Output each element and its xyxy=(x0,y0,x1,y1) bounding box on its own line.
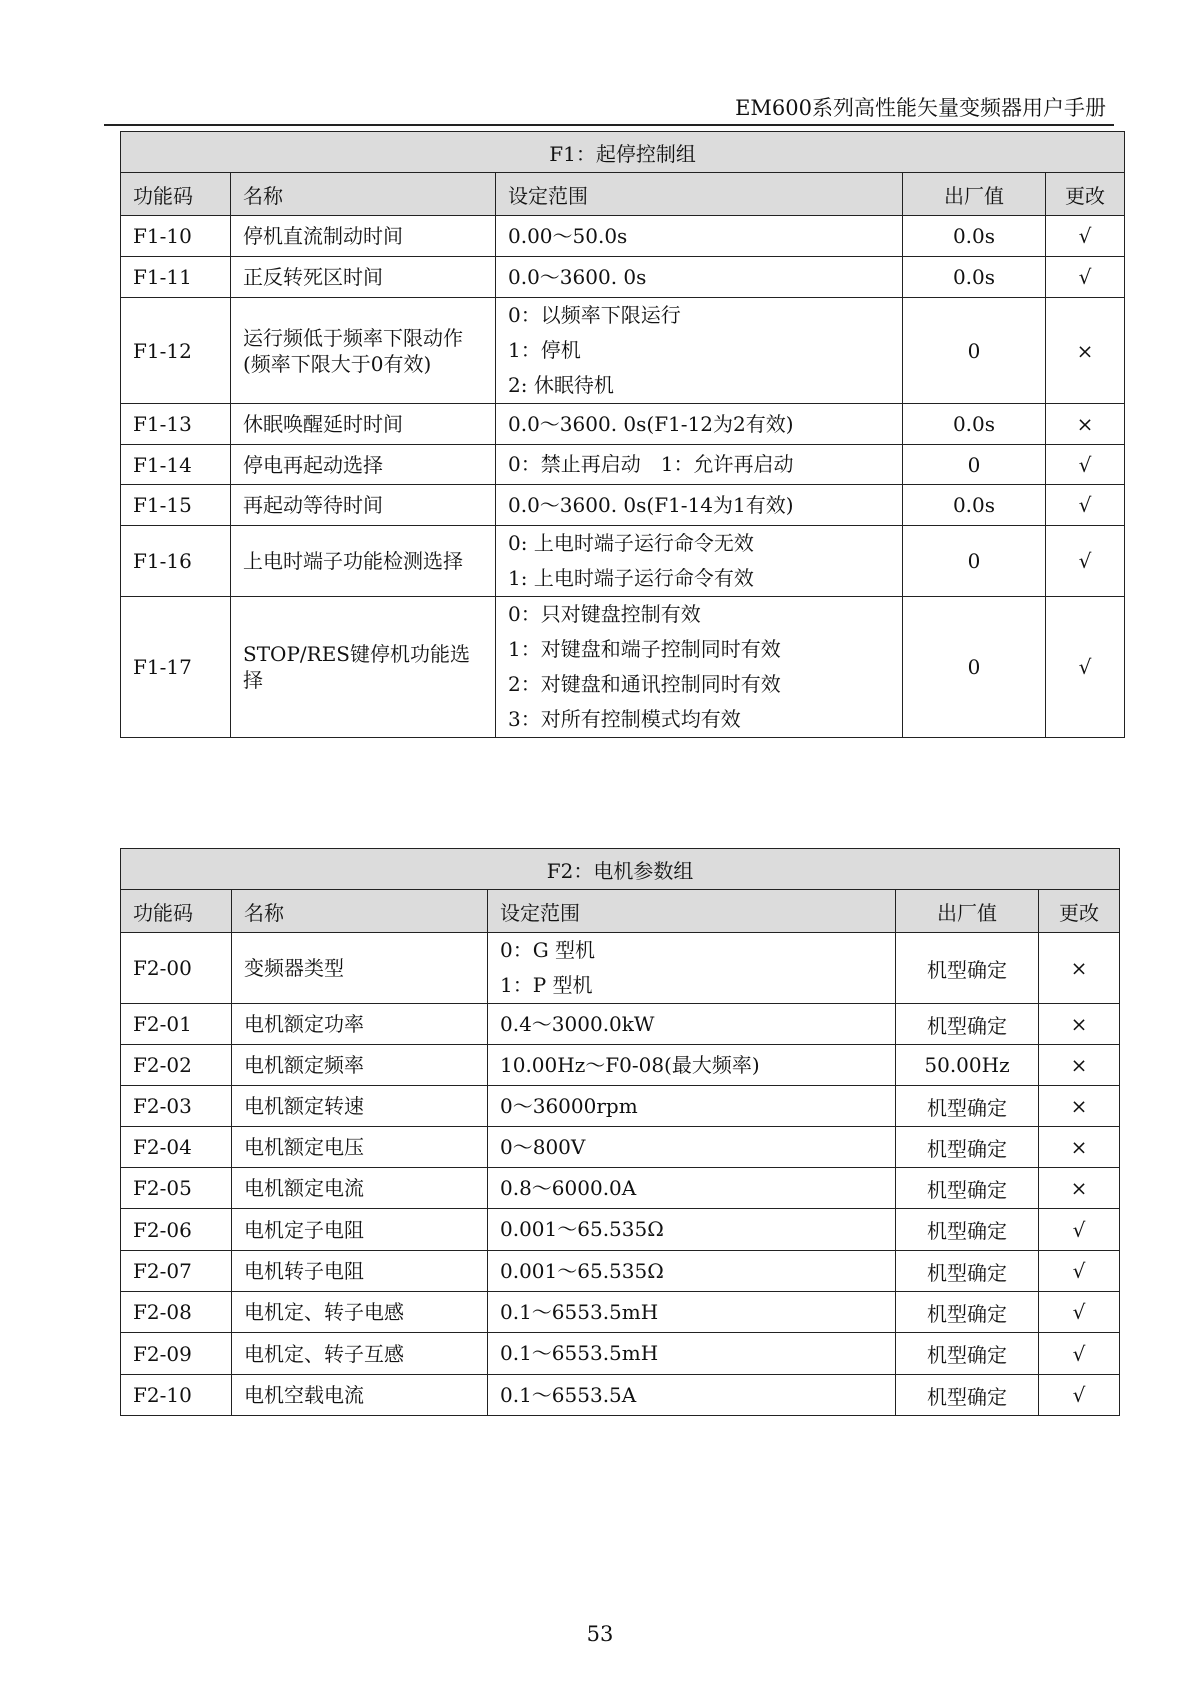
col-name-header: 名称 xyxy=(231,173,496,216)
range-line: 1: 上电时端子运行命令有效 xyxy=(508,566,754,590)
table-row xyxy=(121,933,1120,1004)
range-line: 1：停机 xyxy=(508,338,581,362)
f1-parameter-table xyxy=(120,131,1125,738)
param-code: F1-12 xyxy=(121,298,231,404)
param-change: √ xyxy=(1039,1292,1120,1333)
table-row xyxy=(121,1292,1120,1333)
table-row xyxy=(121,1168,1120,1209)
param-default: 0.0s xyxy=(903,257,1046,298)
col-code-header: 功能码 xyxy=(121,173,231,216)
f2-parameter-table xyxy=(120,848,1120,1416)
range-line: 0～800V xyxy=(500,1134,586,1159)
param-name: 电机额定电压 xyxy=(232,1127,488,1168)
param-code: F2-05 xyxy=(121,1168,232,1209)
col-change-header: 更改 xyxy=(1046,173,1125,216)
param-range xyxy=(496,597,903,738)
col-name-header: 名称 xyxy=(232,890,488,933)
param-default: 机型确定 xyxy=(896,1209,1039,1251)
param-range xyxy=(496,298,903,404)
param-range xyxy=(488,1127,896,1168)
table-row xyxy=(121,1045,1120,1086)
f2-table-body xyxy=(121,933,1120,1416)
param-range xyxy=(488,933,896,1004)
param-name: 上电时端子功能检测选择 xyxy=(231,526,496,597)
param-code: F2-09 xyxy=(121,1333,232,1375)
col-default-header: 出厂值 xyxy=(896,890,1039,933)
param-change: × xyxy=(1039,1004,1120,1045)
param-code: F2-02 xyxy=(121,1045,232,1086)
param-range xyxy=(488,1375,896,1416)
col-default-header: 出厂值 xyxy=(903,173,1046,216)
range-line: 0.0～3600. 0s(F1-12为2有效) xyxy=(508,411,794,436)
param-default: 机型确定 xyxy=(896,1333,1039,1375)
param-name: 休眠唤醒延时时间 xyxy=(231,404,496,445)
param-default: 0.0s xyxy=(903,485,1046,526)
f1-table-title: F1：起停控制组 xyxy=(121,132,1125,173)
param-default: 机型确定 xyxy=(896,1004,1039,1045)
table-row xyxy=(121,485,1125,526)
param-code: F1-14 xyxy=(121,445,231,485)
param-change: √ xyxy=(1046,445,1125,485)
range-line: 0.001～65.535Ω xyxy=(500,1217,664,1241)
param-range xyxy=(488,1168,896,1209)
range-line: 2: 休眠待机 xyxy=(508,373,614,397)
table-row xyxy=(121,404,1125,445)
param-name: 电机转子电阻 xyxy=(232,1251,488,1292)
range-line: 0：以频率下限运行 xyxy=(508,303,681,327)
param-change: √ xyxy=(1046,597,1125,738)
range-line: 0.1～6553.5mH xyxy=(500,1299,659,1324)
range-line: 0.8～6000.0A xyxy=(500,1175,637,1200)
param-change: × xyxy=(1039,933,1120,1004)
col-change-header: 更改 xyxy=(1039,890,1120,933)
range-line: 2：对键盘和通讯控制同时有效 xyxy=(508,672,781,696)
param-range xyxy=(496,216,903,257)
range-line: 0.1～6553.5A xyxy=(500,1382,637,1407)
param-code: F2-00 xyxy=(121,933,232,1004)
table-row xyxy=(121,1004,1120,1045)
param-default: 机型确定 xyxy=(896,1375,1039,1416)
range-line: 0.1～6553.5mH xyxy=(500,1341,659,1365)
range-line: 0.0～3600. 0s(F1-14为1有效) xyxy=(508,492,794,517)
page-number: 53 xyxy=(586,1622,614,1646)
param-range xyxy=(496,404,903,445)
range-line: 0.001～65.535Ω xyxy=(500,1258,664,1283)
table-row xyxy=(121,216,1125,257)
range-line: 0：只对键盘控制有效 xyxy=(508,602,701,626)
param-change: × xyxy=(1046,404,1125,445)
table-row xyxy=(121,298,1125,404)
range-line: 0.00～50.0s xyxy=(508,223,628,248)
param-change: √ xyxy=(1039,1375,1120,1416)
page-header xyxy=(104,88,1114,126)
table-row xyxy=(121,1086,1120,1127)
param-code: F1-10 xyxy=(121,216,231,257)
param-range xyxy=(488,1333,896,1375)
param-change: √ xyxy=(1046,216,1125,257)
range-line: 0.0～3600. 0s xyxy=(508,264,647,289)
param-code: F1-13 xyxy=(121,404,231,445)
param-range xyxy=(496,445,903,485)
param-default: 0.0s xyxy=(903,216,1046,257)
param-code: F2-07 xyxy=(121,1251,232,1292)
param-change: √ xyxy=(1039,1251,1120,1292)
param-name: 停机直流制动时间 xyxy=(231,216,496,257)
param-code: F1-11 xyxy=(121,257,231,298)
param-range xyxy=(488,1045,896,1086)
param-default: 机型确定 xyxy=(896,1168,1039,1209)
param-name: 正反转死区时间 xyxy=(231,257,496,298)
f2-table-title: F2：电机参数组 xyxy=(121,849,1120,890)
range-line: 1：对键盘和端子控制同时有效 xyxy=(508,637,781,661)
range-line: 0：禁止再启动 1：允许再启动 xyxy=(508,452,794,476)
range-line: 1：P 型机 xyxy=(500,973,593,997)
param-name: 电机额定电流 xyxy=(232,1168,488,1209)
param-name: 再起动等待时间 xyxy=(231,485,496,526)
param-default: 50.00Hz xyxy=(896,1045,1039,1086)
param-name: 电机额定频率 xyxy=(232,1045,488,1086)
range-line: 0: 上电时端子运行命令无效 xyxy=(508,531,754,555)
f1-table-body xyxy=(121,216,1125,738)
range-line: 3：对所有控制模式均有效 xyxy=(508,707,741,731)
param-name: 电机定、转子互感 xyxy=(232,1333,488,1375)
param-name: 电机定、转子电感 xyxy=(232,1292,488,1333)
param-code: F2-06 xyxy=(121,1209,232,1251)
range-line: 0～36000rpm xyxy=(500,1093,638,1118)
param-change: √ xyxy=(1046,526,1125,597)
table-row xyxy=(121,597,1125,738)
param-default: 0 xyxy=(903,298,1046,404)
range-line: 0.4～3000.0kW xyxy=(500,1011,655,1036)
range-line: 10.00Hz～F0-08(最大频率) xyxy=(500,1052,760,1077)
table-row xyxy=(121,1209,1120,1251)
param-code: F1-15 xyxy=(121,485,231,526)
manual-title: EM600系列高性能矢量变频器用户手册 xyxy=(735,96,1106,120)
param-name: 停电再起动选择 xyxy=(231,445,496,485)
param-name: STOP/RES键停机功能选择 xyxy=(231,597,496,738)
param-default: 机型确定 xyxy=(896,1127,1039,1168)
param-code: F2-03 xyxy=(121,1086,232,1127)
table-row xyxy=(121,1251,1120,1292)
param-range xyxy=(496,526,903,597)
range-line: 0：G 型机 xyxy=(500,938,596,962)
param-name: 电机额定转速 xyxy=(232,1086,488,1127)
param-range xyxy=(488,1251,896,1292)
param-name: 电机额定功率 xyxy=(232,1004,488,1045)
param-change: × xyxy=(1039,1045,1120,1086)
param-change: √ xyxy=(1046,485,1125,526)
param-change: × xyxy=(1039,1168,1120,1209)
param-name: 变频器类型 xyxy=(232,933,488,1004)
table-row xyxy=(121,1333,1120,1375)
param-range xyxy=(496,485,903,526)
param-code: F1-16 xyxy=(121,526,231,597)
param-default: 机型确定 xyxy=(896,933,1039,1004)
param-name: 运行频低于频率下限动作(频率下限大于0有效) xyxy=(231,298,496,404)
param-default: 机型确定 xyxy=(896,1251,1039,1292)
param-code: F2-01 xyxy=(121,1004,232,1045)
param-default: 机型确定 xyxy=(896,1086,1039,1127)
table-row xyxy=(121,257,1125,298)
param-default: 0 xyxy=(903,597,1046,738)
param-range xyxy=(488,1004,896,1045)
param-change: × xyxy=(1039,1086,1120,1127)
param-name: 电机空载电流 xyxy=(232,1375,488,1416)
param-change: × xyxy=(1046,298,1125,404)
param-default: 0 xyxy=(903,526,1046,597)
param-range xyxy=(488,1292,896,1333)
param-change: √ xyxy=(1046,257,1125,298)
param-code: F1-17 xyxy=(121,597,231,738)
param-code: F2-10 xyxy=(121,1375,232,1416)
param-code: F2-08 xyxy=(121,1292,232,1333)
table-row xyxy=(121,1375,1120,1416)
table-row xyxy=(121,445,1125,485)
param-range xyxy=(496,257,903,298)
table-row xyxy=(121,1127,1120,1168)
param-change: √ xyxy=(1039,1333,1120,1375)
param-range xyxy=(488,1209,896,1251)
param-name: 电机定子电阻 xyxy=(232,1209,488,1251)
param-default: 0.0s xyxy=(903,404,1046,445)
param-default: 机型确定 xyxy=(896,1292,1039,1333)
col-range-header: 设定范围 xyxy=(496,173,903,216)
param-range xyxy=(488,1086,896,1127)
param-change: √ xyxy=(1039,1209,1120,1251)
col-code-header: 功能码 xyxy=(121,890,232,933)
col-range-header: 设定范围 xyxy=(488,890,896,933)
table-row xyxy=(121,526,1125,597)
param-default: 0 xyxy=(903,445,1046,485)
param-change: × xyxy=(1039,1127,1120,1168)
param-code: F2-04 xyxy=(121,1127,232,1168)
